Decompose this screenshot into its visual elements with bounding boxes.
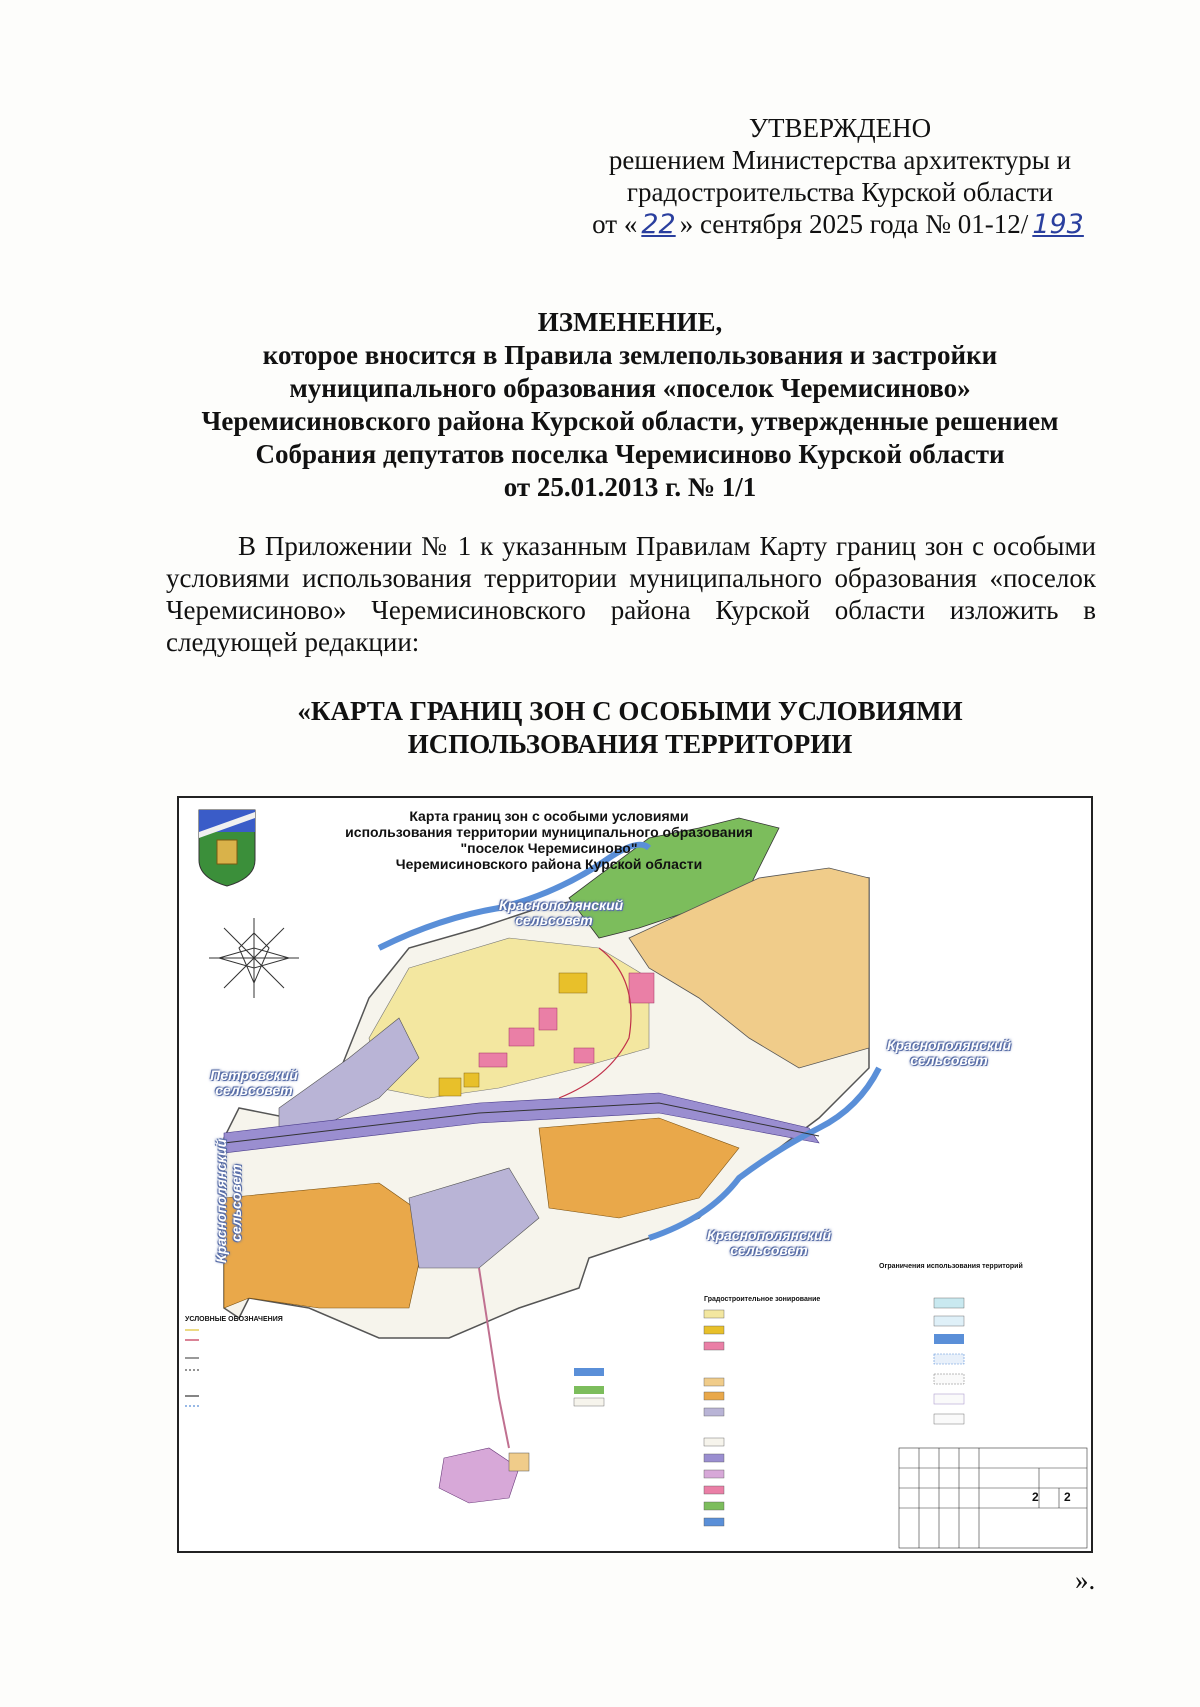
legend-restrictions-title: Ограничения использования территорий xyxy=(879,1263,1023,1270)
heading-line-1: ИЗМЕНЕНИЕ, xyxy=(537,307,723,337)
region-label-north: Краснополянский сельсовет xyxy=(499,897,624,928)
wind-rose-icon xyxy=(209,918,299,998)
legend-left-lines xyxy=(185,1330,199,1406)
date-prefix: от « xyxy=(592,209,638,239)
heading-line-3: муниципального образования «поселок Черемисиново» xyxy=(289,373,971,403)
legend-middle-swatches xyxy=(574,1368,604,1406)
map-section-title-line-2: ИСПОЛЬЗОВАНИЯ ТЕРРИТОРИИ xyxy=(407,729,853,759)
heading-line-6: от 25.01.2013 г. № 1/1 xyxy=(503,472,757,502)
legend-main-title: УСЛОВНЫЕ ОБОЗНАЧЕНИЯ xyxy=(185,1316,283,1323)
sheets-total: 2 xyxy=(1064,1490,1071,1504)
map-heading-line-2: использования территории муниципального образования xyxy=(345,824,753,840)
map-heading-line-1: Карта границ зон с особыми условиями xyxy=(409,808,689,824)
approval-title: УТВЕРЖДЕНО xyxy=(748,113,932,143)
heading-line-2: которое вносится в Правила землепользования и застройки xyxy=(262,340,998,370)
region-label-west: Петровский сельсовет xyxy=(210,1067,298,1098)
map-section-title-line-1: «КАРТА ГРАНИЦ ЗОН С ОСОБЫМИ УСЛОВИЯМИ xyxy=(297,696,963,726)
approval-authority-cont: градостроительства Курской области xyxy=(626,177,1054,207)
approval-authority: решением Министерства архитектуры и xyxy=(608,145,1072,175)
legend-zoning-swatches xyxy=(704,1310,724,1526)
legend-restriction-swatches xyxy=(934,1298,964,1424)
map-heading xyxy=(299,808,799,872)
region-label-south: Краснополянский сельсовет xyxy=(706,1227,832,1258)
map-heading-line-4: Черемисиновского района Курской области xyxy=(395,856,703,872)
zone-map xyxy=(177,796,1093,1553)
map-section-title xyxy=(150,695,1110,761)
map-heading-line-3: "поселок Черемисиново" xyxy=(460,840,638,856)
approval-date-line xyxy=(560,208,1120,241)
legend-zoning-title: Градостроительное зонирование xyxy=(704,1296,821,1303)
sheet-number: 2 xyxy=(1032,1490,1039,1504)
title-block xyxy=(899,1448,1087,1548)
doc-number-handwritten: 193 xyxy=(1032,209,1084,240)
approval-block xyxy=(560,112,1120,241)
heading-line-5: Собрания депутатов поселка Черемисиново Курской области xyxy=(255,439,1005,469)
date-mid: » сентября 2025 года № 01-12/ xyxy=(679,209,1029,239)
heading-line-4: Черемисиновского района Курской области, утвержденные решением xyxy=(201,406,1059,436)
region-label-southwest: Краснополянский сельсовет xyxy=(213,1138,244,1263)
map-drawing xyxy=(179,798,1091,1551)
document-heading xyxy=(150,306,1110,504)
region-label-east: Краснополянский сельсовет xyxy=(886,1037,1012,1068)
closing-quote: ». xyxy=(1075,1565,1096,1595)
coat-of-arms-icon xyxy=(199,810,255,886)
body-paragraph: В Приложении № 1 к указанным Правилам Карту границ зон с особыми условиями использования территории муниципального образования «поселок Черемисиново» Черемисиновского района Курской области изложить в следующей редакции: xyxy=(166,531,1096,657)
date-day-handwritten: 22 xyxy=(641,209,676,240)
